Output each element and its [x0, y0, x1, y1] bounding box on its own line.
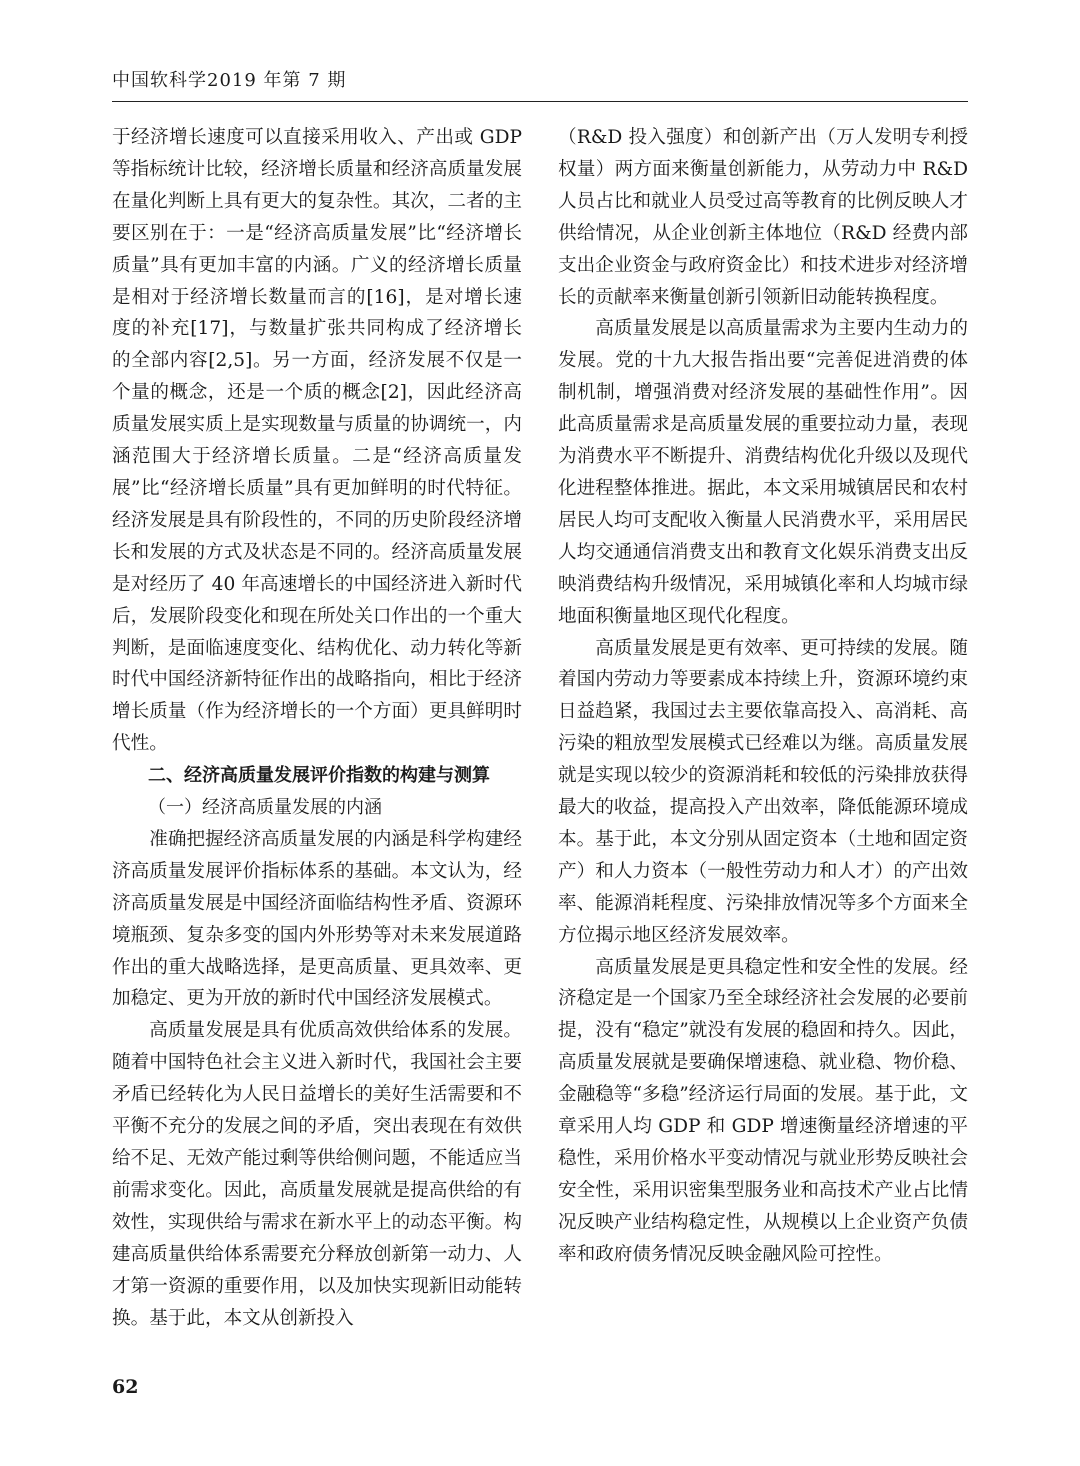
right-column: [558, 122, 968, 1271]
left-paragraph-2: 准确把握经济高质量发展的内涵是科学构建经济高质量发展评价指标体系的基础。本文认为，经济高质量发展是中国经济面临结构性矛盾、资源环境瓶颈、复杂多变的国内外形势等对未来发展道路作出的重大战略选择，是更高质量、更具效率、更加稳定、更为开放的新时代中国经济发展模式。: [112, 828, 522, 1010]
header-divider: [112, 101, 968, 102]
subsection-heading: （一）经济高质量发展的内涵: [148, 797, 382, 819]
left-paragraph-3: 高质量发展是具有优质高效供给体系的发展。随着中国特色社会主义进入新时代，我国社会主要矛盾已经转化为人民日益增长的美好生活需要和不平衡不充分的发展之间的矛盾，突出表现在有效供给不足、无效产能过剩等供给侧问题，不能适应当前需求变化。因此，高质量发展就是提高供给的有效性，实现供给与需求在新水平上的动态平衡。构建高质量供给体系需要充分释放创新第一动力、人才第一资源的重要作用，以及加快实现新旧动能转换。基于此，本文从创新投入: [112, 1020, 522, 1329]
running-header: 中国软科学2019 年第 7 期: [112, 70, 347, 91]
right-paragraph-1: （R&D 投入强度）和创新产出（万人发明专利授权量）两方面来衡量创新能力，从劳动力中 R&D 人员占比和就业人员受过高等教育的比例反映人才供给情况，从企业创新主体地位（R&D 经费内部支出企业资金与政府资金比）和技术进步对经济增长的贡献率来衡量创新引领新旧动能转换程度。: [558, 127, 968, 308]
left-paragraph-1: 于经济增长速度可以直接采用收入、产出或 GDP 等指标统计比较，经济增长质量和经济高质量发展在量化判断上具有更大的复杂性。其次，二者的主要区别在于：一是“经济高质量发展”比“经济增长质量”具有更加丰富的内涵。广义的经济增长质量是相对于经济增长数量而言的[16]，是对增长速度的补充[17]，与数量扩张共同构成了经济增长的全部内容[2,5]。另一方面，经济发展不仅是一个量的概念，还是一个质的概念[2]，因此经济高质量发展实质上是实现数量与质量的协调统一，内涵范围大于经济增长质量。二是“经济高质量发展”比“经济增长质量”具有更加鲜明的时代特征。经济发展是具有阶段性的，不同的历史阶段经济增长和发展的方式及状态是不同的。经济高质量发展是对经历了 40 年高速增长的中国经济进入新时代后，发展阶段变化和现在所处关口作出的一个重大判断，是面临速度变化、结构优化、动力转化等新时代中国经济新特征作出的战略指向，相比于经济增长质量（作为经济增长的一个方面）更具鲜明时代性。: [112, 127, 522, 755]
right-paragraph-2: 高质量发展是以高质量需求为主要内生动力的发展。党的十九大报告指出要“完善促进消费的体制机制，增强消费对经济发展的基础性作用”。因此高质量需求是高质量发展的重要拉动力量，表现为消费水平不断提升、消费结构优化升级以及现代化进程整体推进。据此，本文采用城镇居民和农村居民人均可支配收入衡量人民消费水平，采用居民人均交通通信消费支出和教育文化娱乐消费支出反映消费结构升级情况，采用城镇化率和人均城市绿地面积衡量地区现代化程度。: [558, 318, 968, 627]
right-paragraph-3: 高质量发展是更有效率、更可持续的发展。随着国内劳动力等要素成本持续上升，资源环境约束日益趋紧，我国过去主要依靠高投入、高消耗、高污染的粗放型发展模式已经难以为继。高质量发展就是实现以较少的资源消耗和较低的污染排放获得最大的收益，提高投入产出效率，降低能源环境成本。基于此，本文分别从固定资本（土地和固定资产）和人力资本（一般性劳动力和人才）的产出效率、能源消耗程度、污染排放情况等多个方面来全方位揭示地区经济发展效率。: [558, 637, 968, 946]
page-number: 62: [112, 1376, 139, 1398]
right-paragraph-4: 高质量发展是更具稳定性和安全性的发展。经济稳定是一个国家乃至全球经济社会发展的必要前提，没有“稳定”就没有发展的稳固和持久。因此，高质量发展就是要确保增速稳、就业稳、物价稳、金融稳等“多稳”经济运行局面的发展。基于此，文章采用人均 GDP 和 GDP 增速衡量经济增速的平稳性，采用价格水平变动情况与就业形势反映社会安全性，采用识密集型服务业和高技术产业占比情况反映产业结构稳定性，从规模以上企业资产负债率和政府债务情况反映金融风险可控性。: [558, 956, 968, 1265]
section-heading: 二、经济高质量发展评价指数的构建与测算: [148, 765, 490, 787]
left-column: [112, 122, 522, 1334]
